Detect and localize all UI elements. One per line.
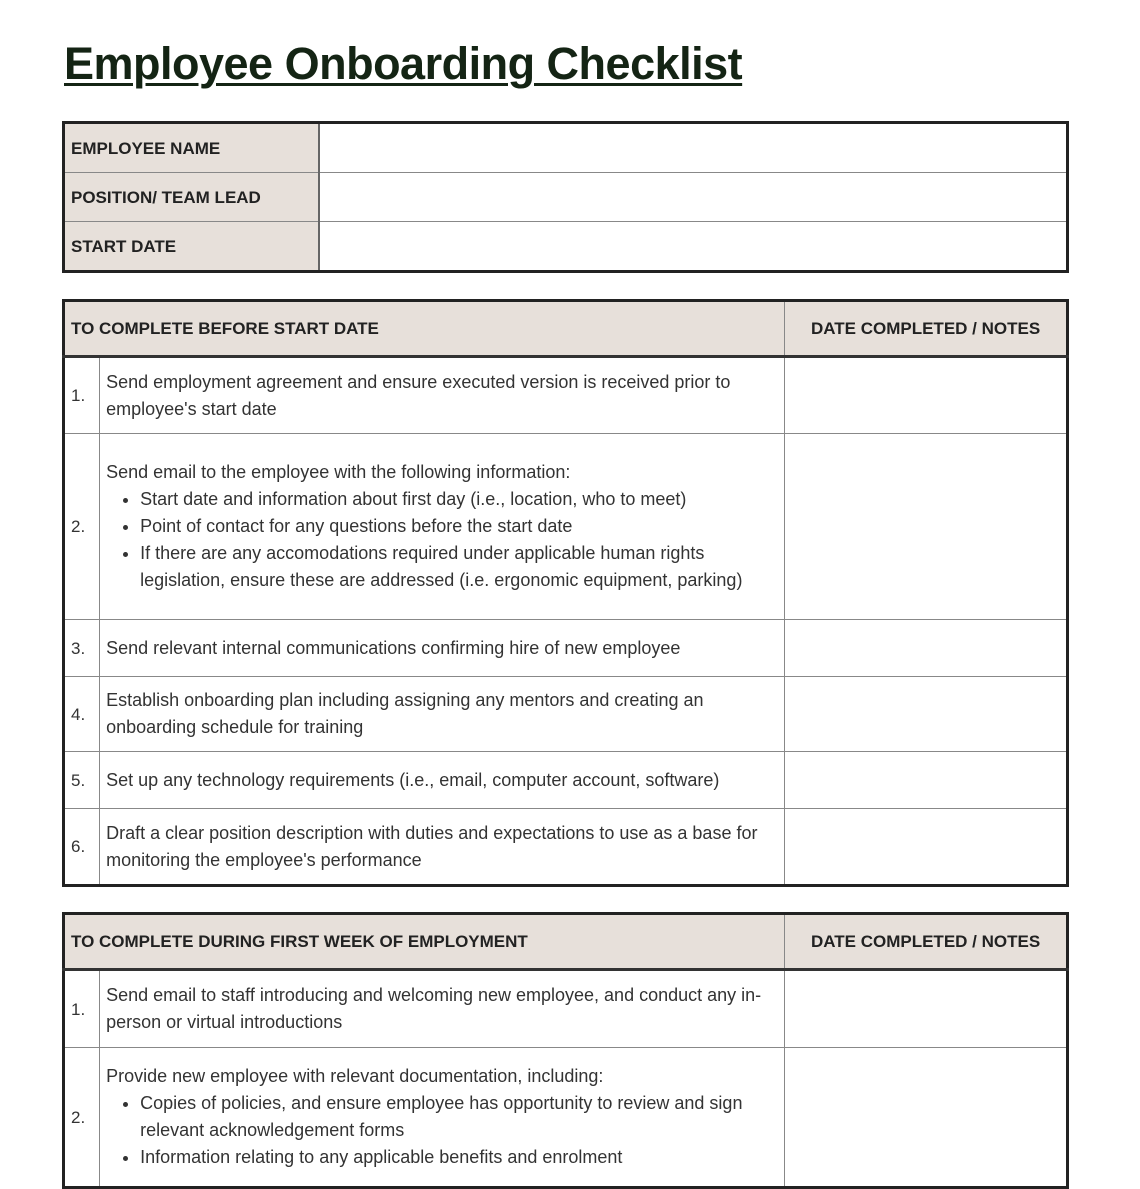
bullet-item: • If there are any accomodations required under applicable human rights legislation, ensure these are addressed (i.e. ergonomic equipment, parking) (140, 540, 778, 594)
notes-field[interactable] (785, 752, 1068, 809)
info-value-field[interactable] (319, 173, 1068, 222)
notes-field[interactable] (785, 1048, 1068, 1188)
item-text-cell (100, 752, 785, 809)
employee-info-table (62, 121, 1069, 273)
item-number: 4. (64, 677, 100, 752)
page-title: Employee Onboarding Checklist (64, 38, 743, 89)
notes-field[interactable] (785, 970, 1068, 1048)
checklist-row (64, 970, 1068, 1048)
item-text: Send email to the employee with the following information: (106, 462, 571, 482)
item-text-cell (100, 434, 785, 620)
item-text-cell (100, 970, 785, 1048)
info-row (64, 123, 1068, 173)
item-text: Establish onboarding plan including assigning any mentors and creating an onboarding schedule for training (106, 690, 704, 737)
info-row (64, 173, 1068, 222)
item-bullets (106, 486, 778, 594)
notes-field[interactable] (785, 357, 1068, 434)
info-value-field[interactable] (319, 222, 1068, 272)
item-text-cell (100, 357, 785, 434)
notes-field[interactable] (785, 677, 1068, 752)
bullet-item: • Copies of policies, and ensure employee has opportunity to review and sign relevant acknowledgement forms (140, 1090, 778, 1144)
item-text-cell (100, 809, 785, 886)
item-number: 6. (64, 809, 100, 886)
notes-heading: DATE COMPLETED / NOTES (785, 301, 1068, 357)
info-label: EMPLOYEE NAME (64, 123, 320, 173)
item-number: 1. (64, 357, 100, 434)
notes-field[interactable] (785, 620, 1068, 677)
item-text: Send employment agreement and ensure executed version is received prior to employee's start date (106, 371, 731, 419)
first-week-checklist (62, 912, 1069, 1189)
item-text-cell (100, 1048, 785, 1188)
item-number: 3. (64, 620, 100, 677)
info-label: START DATE (64, 222, 320, 272)
item-number: 1. (64, 970, 100, 1048)
notes-field[interactable] (785, 434, 1068, 620)
checklist-row (64, 677, 1068, 752)
info-label: POSITION/ TEAM LEAD (64, 173, 320, 222)
item-text: Send email to staff introducing and welcoming new employee, and conduct any in-person or virtual introductions (106, 985, 762, 1032)
item-text-cell (100, 620, 785, 677)
section-heading: TO COMPLETE BEFORE START DATE (64, 301, 785, 357)
notes-field[interactable] (785, 809, 1068, 886)
item-text: Set up any technology requirements (i.e., email, computer account, software) (106, 769, 720, 790)
item-text-cell (100, 677, 785, 752)
checklist-row (64, 357, 1068, 434)
item-text: Draft a clear position description with duties and expectations to use as a base for monitoring the employee's performance (106, 822, 758, 870)
item-number: 5. (64, 752, 100, 809)
checklist-row (64, 809, 1068, 886)
notes-heading: DATE COMPLETED / NOTES (785, 914, 1068, 970)
checklist-row (64, 752, 1068, 809)
info-value-field[interactable] (319, 123, 1068, 173)
item-text: Provide new employee with relevant documentation, including: (106, 1066, 604, 1086)
item-bullets (106, 1090, 778, 1171)
checklist-row (64, 1048, 1068, 1188)
bullet-item: • Point of contact for any questions before the start date (140, 513, 778, 540)
checklist-row (64, 620, 1068, 677)
info-row (64, 222, 1068, 272)
bullet-item: • Information relating to any applicable benefits and enrolment (140, 1144, 778, 1171)
bullet-item: • Start date and information about first day (i.e., location, who to meet) (140, 486, 778, 513)
before-start-checklist (62, 299, 1069, 887)
section-heading: TO COMPLETE DURING FIRST WEEK OF EMPLOYMENT (64, 914, 785, 970)
item-text: Send relevant internal communications confirming hire of new employee (106, 637, 681, 658)
checklist-row (64, 434, 1068, 620)
item-number: 2. (64, 434, 100, 620)
item-number: 2. (64, 1048, 100, 1188)
